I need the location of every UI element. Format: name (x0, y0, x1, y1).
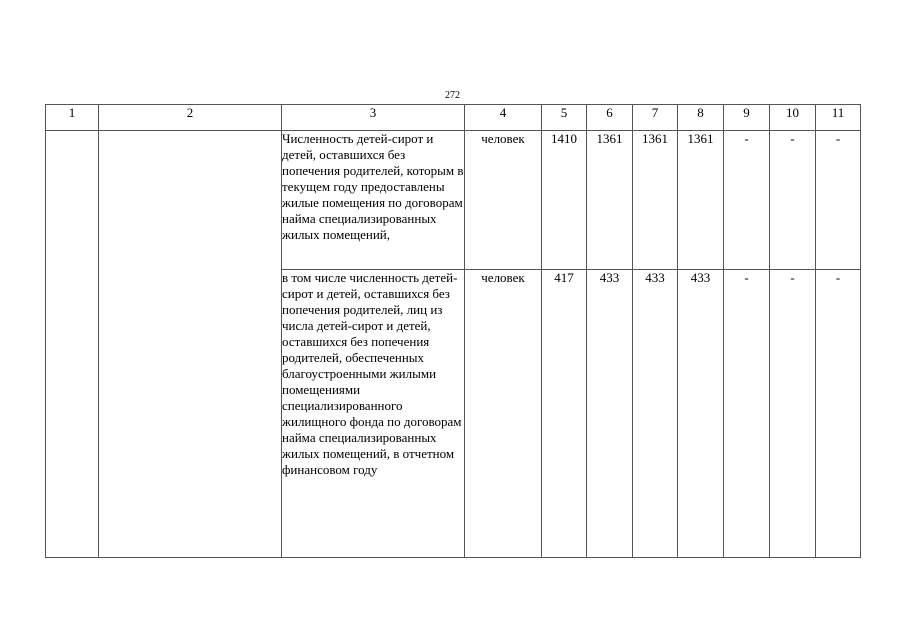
indicator-description: Численность детей-сирот и детей, оставшихся без попечения родителей, которым в текущем году предоставлены жилые помещения по договорам найма специализированных жилых помещений, (282, 131, 465, 270)
table-row (46, 131, 861, 270)
indicator-description: в том числе численность детей-сирот и детей, оставшихся без попечения родителей, лиц из числа детей-сирот и детей, оставшихся без попечения родителей, обеспеченных благоустроенными жилыми помещениями специализированного жилищного фонда по договорам найма специализированных жилых помещений, в отчетном финансовом году (282, 270, 465, 558)
column-header: 6 (587, 105, 633, 131)
table-header-row (46, 105, 861, 131)
indicator-table (45, 104, 861, 558)
column-header: 1 (46, 105, 99, 131)
column-header: 11 (816, 105, 861, 131)
value-cell: - (770, 131, 816, 270)
column-header: 4 (465, 105, 542, 131)
unit-cell: человек (465, 270, 542, 558)
column-header: 7 (633, 105, 678, 131)
column-header: 8 (678, 105, 724, 131)
value-cell: 417 (542, 270, 587, 558)
column-header: 3 (282, 105, 465, 131)
value-cell: - (724, 131, 770, 270)
value-cell: 1361 (678, 131, 724, 270)
value-cell: - (770, 270, 816, 558)
column-header: 2 (99, 105, 282, 131)
value-cell: 433 (678, 270, 724, 558)
column-header: 9 (724, 105, 770, 131)
unit-cell: человек (465, 131, 542, 270)
value-cell: - (816, 131, 861, 270)
value-cell: 433 (587, 270, 633, 558)
page-number: 272 (445, 90, 460, 101)
table-cell (46, 131, 99, 558)
value-cell: - (816, 270, 861, 558)
column-header: 5 (542, 105, 587, 131)
value-cell: 433 (633, 270, 678, 558)
value-cell: - (724, 270, 770, 558)
value-cell: 1410 (542, 131, 587, 270)
value-cell: 1361 (633, 131, 678, 270)
value-cell: 1361 (587, 131, 633, 270)
column-header: 10 (770, 105, 816, 131)
table-cell (99, 131, 282, 558)
